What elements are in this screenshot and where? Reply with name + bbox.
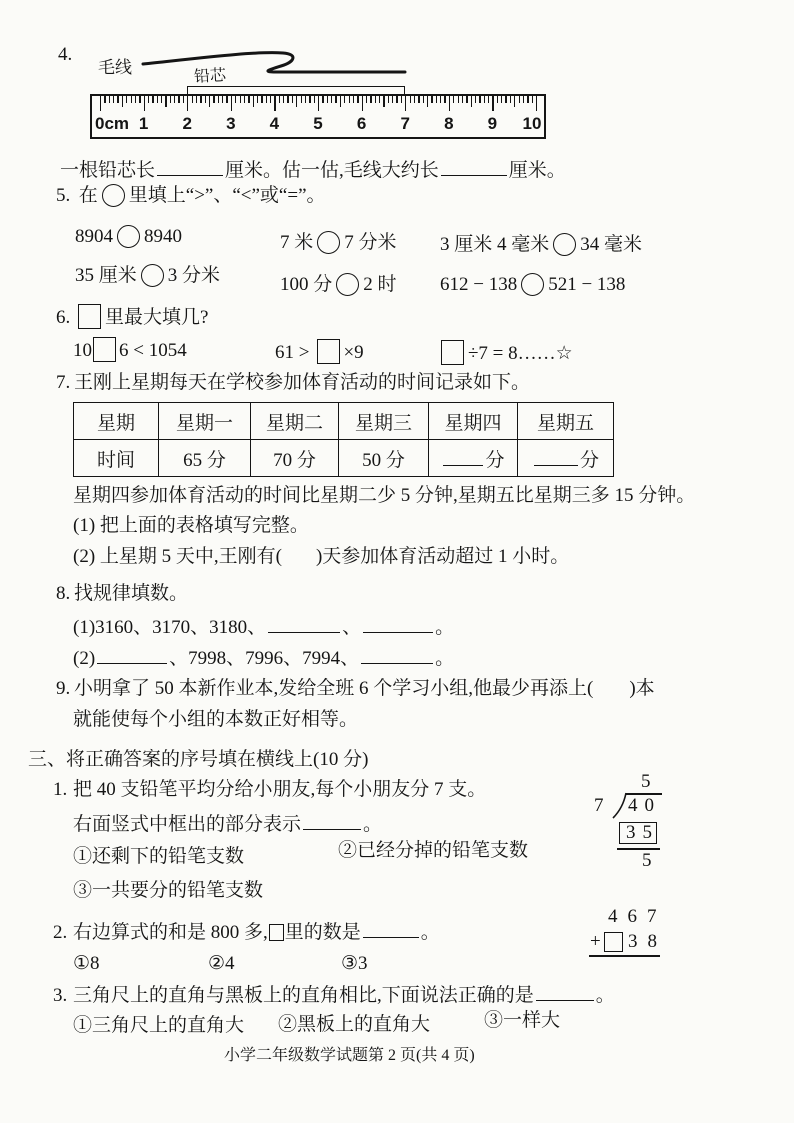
- q9-line1: [56, 677, 655, 701]
- addition-bottom: 38: [628, 931, 667, 952]
- ruler-tick: [135, 96, 136, 103]
- ruler-tick: [449, 96, 450, 111]
- ruler-tick: [253, 96, 254, 107]
- ruler-tick: [414, 96, 415, 103]
- ruler-tick: [458, 96, 459, 103]
- ruler-tick: [279, 96, 280, 103]
- ruler-label: 6: [356, 114, 367, 133]
- ruler-tick: [205, 96, 206, 103]
- option: ②4: [208, 953, 235, 974]
- compare-lhs: 612 − 138: [440, 274, 518, 295]
- q6-number: 6.: [56, 307, 71, 328]
- ruler-tick: [401, 96, 402, 103]
- q8-prompt: [56, 582, 188, 606]
- q8-sequence-2: [73, 646, 454, 670]
- ruler-tick: [309, 96, 310, 103]
- ruler-tick: [427, 96, 428, 107]
- ruler-tick: [296, 96, 297, 107]
- box-symbol: [78, 304, 101, 329]
- ruler-tick: [226, 96, 227, 103]
- s3-q1-ask-after: 。: [363, 814, 383, 835]
- ruler-tick: [436, 96, 437, 103]
- table-header-cell: 星期四: [429, 403, 518, 440]
- ruler-tick: [209, 96, 210, 107]
- ruler-tick: [322, 96, 323, 103]
- answer-box: [317, 339, 340, 364]
- q6-prompt-text: 里最大填几?: [105, 307, 209, 328]
- compare-rhs: 7 分米: [344, 232, 397, 253]
- ruler-tick: [331, 96, 332, 103]
- ruler-tick: [444, 96, 445, 103]
- s3-q3-stem: [53, 983, 615, 1007]
- ruler-tick: [222, 96, 223, 103]
- ruler-tick: [357, 96, 358, 103]
- compare-rhs: 521 − 138: [548, 274, 626, 295]
- ruler-tick: [218, 96, 219, 103]
- q4-sentence: [60, 158, 566, 182]
- compare-circle: [317, 231, 340, 254]
- division-product: 35: [626, 822, 659, 843]
- ruler-tick: [157, 96, 158, 103]
- table-header-cell: 星期二: [251, 403, 339, 440]
- ruler-tick: [475, 96, 476, 103]
- ruler-tick: [174, 96, 175, 103]
- addition-underline: [589, 955, 660, 957]
- s3-q1-stem-text: 把 40 支铅笔平均分给小朋友,每个小朋友分 7 支。: [73, 779, 487, 800]
- compare-item: [280, 273, 397, 297]
- activity-time-table: [73, 402, 614, 477]
- ruler-tick: [301, 96, 302, 103]
- ruler-tick: [519, 96, 520, 103]
- ruler-tick: [200, 96, 201, 103]
- ruler-tick: [440, 96, 441, 103]
- q5-prompt: [56, 184, 326, 208]
- section3-heading: 三、将正确答案的序号填在横线上(10 分): [28, 749, 369, 770]
- s3-q2-number: 2.: [53, 922, 68, 943]
- compare-item: [440, 273, 625, 297]
- ruler: [90, 94, 546, 139]
- answer-blank: [363, 615, 433, 633]
- yarn-label: 毛线: [98, 58, 132, 77]
- ruler-tick: [266, 96, 267, 103]
- ruler-tick: [139, 96, 140, 103]
- unit-label: 分: [579, 449, 599, 471]
- option: ①还剩下的铅笔支数: [73, 846, 245, 867]
- sequence-prefix: (2): [73, 648, 96, 669]
- answer-blank: [441, 158, 507, 176]
- compare-circle: [141, 264, 164, 287]
- ruler-tick: [178, 96, 179, 103]
- compare-circle: [553, 233, 576, 256]
- ruler-tick: [305, 96, 306, 103]
- ruler-label: 1: [138, 114, 149, 133]
- fill-box-before: 10: [73, 340, 92, 361]
- ruler-tick: [362, 96, 363, 111]
- ruler-tick: [392, 96, 393, 103]
- compare-lhs: 100 分: [280, 274, 333, 295]
- ruler-tick: [170, 96, 171, 103]
- ruler-tick: [117, 96, 118, 103]
- q9-line2: 就能使每个小组的本数正好相等。: [73, 709, 359, 730]
- s3-q1-ask-before: 右面竖式中框出的部分表示: [73, 814, 302, 835]
- s3-q1-number: 1.: [53, 779, 68, 800]
- ruler-tick: [314, 96, 315, 103]
- ruler-tick: [292, 96, 293, 103]
- table-cell-blank: [518, 440, 614, 477]
- ruler-tick: [405, 96, 406, 111]
- ruler-tick: [366, 96, 367, 103]
- s3-q2-stem-a: 右边算式的和是 800 多,: [73, 922, 268, 943]
- ruler-tick: [318, 96, 319, 111]
- division-dividend: 40: [628, 795, 661, 816]
- option: ③一共要分的铅笔支数: [73, 880, 264, 901]
- ruler-tick: [353, 96, 354, 103]
- ruler-tick: [126, 96, 127, 103]
- q7-prompt-text: 王刚上星期每天在学校参加体育活动的时间记录如下。: [74, 372, 531, 393]
- compare-rhs: 34 毫米: [580, 234, 643, 255]
- compare-lhs: 7 米: [280, 232, 314, 253]
- division-remainder: 5: [642, 850, 652, 871]
- ruler-tick: [453, 96, 454, 103]
- ruler-tick: [144, 96, 145, 111]
- ruler-tick: [479, 96, 480, 103]
- s3-q3-stem-a: 三角尺上的直角与黑板上的直角相比,下面说法正确的是: [73, 985, 534, 1006]
- ruler-tick: [484, 96, 485, 103]
- ruler-tick: [396, 96, 397, 103]
- ruler-tick: [532, 96, 533, 103]
- ruler-tick: [501, 96, 502, 103]
- q9-line1-after: )本: [629, 678, 655, 699]
- table-header-cell: 星期: [74, 403, 159, 440]
- q4-number: 4.: [58, 44, 73, 65]
- table-cell: 50 分: [339, 440, 429, 477]
- table-header-cell: 星期一: [159, 403, 251, 440]
- ruler-tick: [514, 96, 515, 107]
- s3-q1-stem: [53, 778, 486, 802]
- answer-blank: [97, 646, 167, 664]
- ruler-tick: [196, 96, 197, 103]
- table-row: [74, 440, 614, 477]
- ruler-tick: [122, 96, 123, 107]
- ruler-label: 3: [226, 114, 236, 133]
- fill-box-item: [73, 337, 187, 361]
- ruler-label: 8: [444, 114, 454, 133]
- ruler-tick: [235, 96, 236, 103]
- s3-q2-stem-b: 里的数是: [284, 922, 361, 943]
- fill-box-item: [275, 339, 364, 363]
- fill-box-after: ÷7 = 8……☆: [468, 343, 573, 364]
- compare-circle: [117, 225, 140, 248]
- ruler-tick: [327, 96, 328, 103]
- ruler-tick: [283, 96, 284, 103]
- compare-rhs: 8940: [144, 226, 182, 247]
- answer-blank: [536, 983, 594, 1001]
- ruler-tick: [492, 96, 493, 111]
- ruler-tick: [257, 96, 258, 103]
- addition-operator: +: [590, 931, 601, 952]
- ruler-tick: [340, 96, 341, 107]
- compare-lhs: 35 厘米: [75, 265, 137, 286]
- ruler-tick: [431, 96, 432, 103]
- compare-circle: [521, 273, 544, 296]
- division-quotient: 5: [641, 771, 651, 792]
- ruler-tick: [471, 96, 472, 107]
- ruler-tick: [410, 96, 411, 103]
- q9-number: 9.: [56, 678, 71, 699]
- s3-q2-stem: [53, 920, 440, 944]
- addition-missing-box: [604, 932, 623, 952]
- ruler-tick: [240, 96, 241, 103]
- ruler-tick: [287, 96, 288, 103]
- option: ②已经分掉的铅笔支数: [338, 840, 529, 861]
- q7-sub2-after: )天参加体育活动超过 1 小时。: [315, 546, 570, 567]
- ruler-tick: [466, 96, 467, 103]
- division-divisor: 7: [594, 795, 604, 816]
- sequence-middle: 、7998、7996、7994、: [169, 648, 360, 669]
- ruler-tick: [231, 96, 232, 111]
- sequence-end: 。: [435, 648, 455, 669]
- ruler-tick: [375, 96, 376, 103]
- q9-line1-before: 小明拿了 50 本新作业本,发给全班 6 个学习小组,他最少再添上(: [74, 678, 594, 699]
- answer-blank: [157, 158, 223, 176]
- answer-box: [441, 340, 464, 365]
- ruler-tick: [270, 96, 271, 103]
- answer-blank: [361, 646, 433, 664]
- sequence-prefix: (1)3160、3170、3180、: [73, 617, 267, 638]
- ruler-tick: [423, 96, 424, 103]
- fill-box-after: ×9: [343, 342, 364, 363]
- answer-blank: [363, 920, 419, 938]
- s3-q1-ask: [73, 812, 382, 836]
- ruler-tick: [261, 96, 262, 103]
- ruler-tick: [131, 96, 132, 103]
- q7-sub2: [73, 545, 569, 569]
- addition-top: 467: [608, 906, 667, 927]
- ruler-tick: [161, 96, 162, 103]
- ruler-tick: [370, 96, 371, 103]
- ruler-tick: [104, 96, 105, 103]
- page-footer: 小学二年级数学试题第 2 页(共 4 页): [224, 1047, 475, 1064]
- ruler-tick: [152, 96, 153, 103]
- ruler-tick: [244, 96, 245, 103]
- ruler-label: 0cm: [95, 114, 130, 133]
- ruler-tick: [100, 96, 101, 111]
- table-cell: 65 分: [159, 440, 251, 477]
- circle-symbol: [102, 184, 125, 207]
- ruler-tick: [462, 96, 463, 103]
- table-header-cell: 星期五: [518, 403, 614, 440]
- answer-blank: [268, 615, 340, 633]
- ruler-label: 7: [400, 114, 410, 133]
- s3-q3-stem-b: 。: [595, 985, 615, 1006]
- option: ③3: [341, 953, 368, 974]
- ruler-tick: [383, 96, 384, 107]
- q8-sequence-1: [73, 615, 454, 639]
- s3-q3-number: 3.: [53, 985, 68, 1006]
- ruler-tick: [536, 96, 537, 111]
- ruler-tick: [335, 96, 336, 103]
- compare-item: [75, 225, 182, 249]
- table-header-cell: 星期三: [339, 403, 429, 440]
- s3-q2-stem-c: 。: [420, 922, 440, 943]
- q6-prompt: [56, 304, 208, 328]
- q7-sub1: (1) 把上面的表格填写完整。: [73, 515, 309, 536]
- q5-prompt-before: 在: [78, 185, 98, 206]
- q4-sentence-part: 厘米。: [508, 160, 566, 181]
- option: ②黑板上的直角大: [278, 1014, 431, 1035]
- ruler-tick: [418, 96, 419, 103]
- answer-box: [93, 337, 116, 362]
- ruler-tick: [349, 96, 350, 103]
- answer-blank: [303, 812, 361, 830]
- ruler-tick: [165, 96, 166, 107]
- ruler-tick: [187, 96, 188, 111]
- compare-item: [440, 233, 642, 257]
- compare-item: [280, 231, 397, 255]
- sequence-separator: 、: [342, 617, 362, 638]
- compare-lhs: 3 厘米 4 毫米: [440, 234, 550, 255]
- table-row-label: 时间: [74, 440, 159, 477]
- ruler-label: 4: [269, 114, 280, 133]
- q5-prompt-after: 里填上“>”、“<”或“=”。: [128, 185, 326, 206]
- lead-label: 铅芯: [193, 67, 227, 86]
- q7-prompt: [56, 371, 530, 395]
- option: ①8: [73, 953, 100, 974]
- ruler-tick: [527, 96, 528, 103]
- table-cell-blank: [429, 440, 518, 477]
- compare-rhs: 3 分米: [167, 265, 221, 286]
- ruler-label: 9: [487, 114, 498, 133]
- option: ①三角尺上的直角大: [73, 1015, 245, 1036]
- answer-blank: [534, 448, 578, 466]
- ruler-tick: [344, 96, 345, 103]
- ruler-tick: [510, 96, 511, 103]
- compare-rhs: 2 时: [363, 274, 397, 295]
- compare-item: [75, 264, 220, 288]
- unit-label: 分: [485, 449, 505, 471]
- q7-sub2-before: (2) 上星期 5 天中,王刚有(: [73, 546, 282, 567]
- ruler-tick: [505, 96, 506, 103]
- q5-number: 5.: [56, 185, 71, 206]
- ruler-tick: [523, 96, 524, 103]
- ruler-tick: [109, 96, 110, 103]
- q7-number: 7.: [56, 372, 71, 393]
- ruler-label: 10: [522, 114, 542, 133]
- ruler-label: 5: [313, 114, 323, 133]
- ruler-tick: [213, 96, 214, 103]
- ruler-tick: [379, 96, 380, 103]
- yarn-line: [143, 53, 405, 72]
- fill-box-after: 6 < 1054: [119, 340, 187, 361]
- sequence-end: 。: [435, 617, 455, 638]
- q4-sentence-part: 厘米。估一估,毛线大约长: [225, 160, 439, 181]
- q7-info: 星期四参加体育活动的时间比星期二少 5 分钟,星期五比星期三多 15 分钟。: [73, 485, 696, 506]
- compare-lhs: 8904: [75, 226, 113, 247]
- q8-prompt-text: 找规律填数。: [74, 583, 189, 604]
- ruler-tick: [113, 96, 114, 103]
- q8-number: 8.: [56, 583, 71, 604]
- ruler-tick: [497, 96, 498, 103]
- option: ③一样大: [484, 1010, 561, 1031]
- compare-circle: [336, 273, 359, 296]
- ruler-tick: [488, 96, 489, 103]
- table-row: [74, 403, 614, 440]
- ruler-tick: [192, 96, 193, 103]
- fill-box-before: 61 >: [275, 342, 310, 363]
- answer-blank: [443, 448, 483, 466]
- box-symbol: [269, 924, 284, 941]
- table-cell: 70 分: [251, 440, 339, 477]
- ruler-tick: [183, 96, 184, 103]
- ruler-tick: [388, 96, 389, 103]
- ruler-tick: [248, 96, 249, 103]
- ruler-label: 2: [182, 114, 192, 133]
- fill-box-item: [441, 340, 573, 364]
- division-underline: [617, 848, 660, 850]
- q4-sentence-part: 一根铅芯长: [60, 160, 156, 181]
- ruler-tick: [148, 96, 149, 103]
- ruler-tick: [274, 96, 275, 111]
